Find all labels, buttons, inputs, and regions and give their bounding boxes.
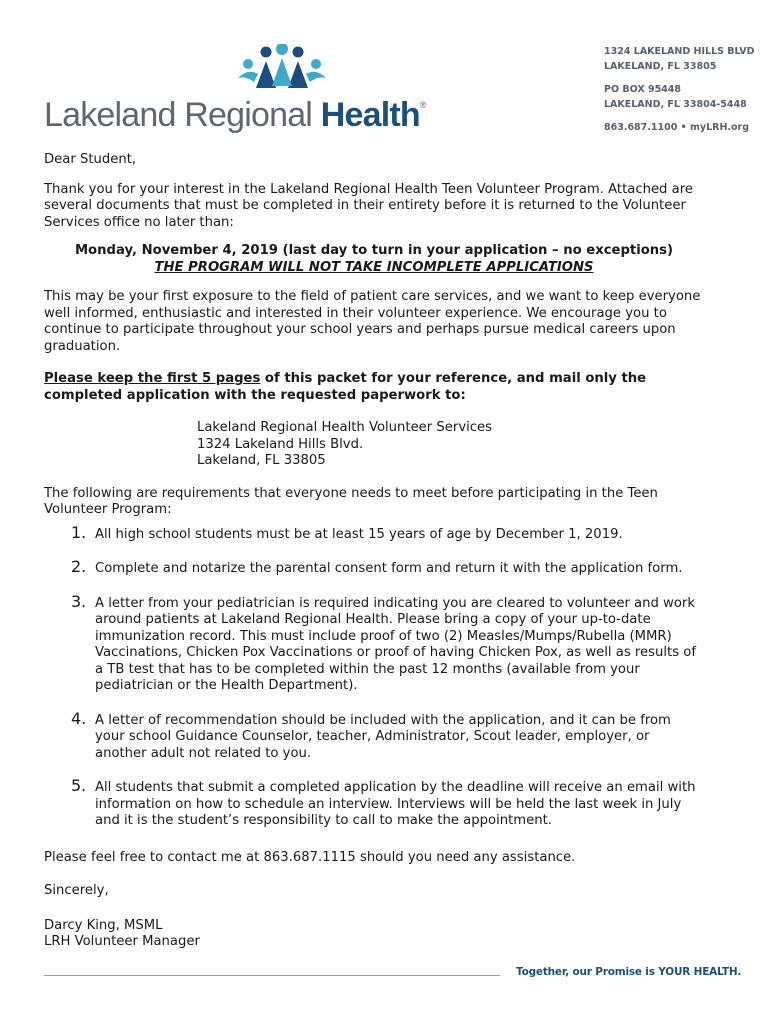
mailing-address-line2: 1324 Lakeland Hills Blvd. [197, 436, 364, 452]
deadline-note: THE PROGRAM WILL NOT TAKE INCOMPLETE APPLICATIONS [154, 259, 594, 275]
mailing-address-line3: Lakeland, FL 33805 [197, 453, 326, 468]
list-item-number: 3. [71, 591, 87, 611]
address-pobox: PO BOX 95448 [604, 84, 682, 95]
footer-divider [44, 975, 500, 976]
list-item-number: 2. [71, 557, 87, 576]
signer-title: LRH Volunteer Manager [44, 934, 200, 949]
list-item-number: 5. [71, 776, 87, 795]
closing: Sincerely, [44, 883, 109, 898]
footer-tagline: Together, our Promise is YOUR HEALTH. [516, 966, 742, 978]
mailing-address-line1: Lakeland Regional Health Volunteer Services [197, 420, 493, 435]
address-pobox-city: LAKELAND, FL 33804-5448 [604, 99, 747, 110]
list-item-text: A letter of recommendation should be included with the application, and it can be from your school Guidance Counselor, teacher, Administrator, Scout leader, employer, or another adult not related to you. [95, 712, 671, 761]
address-street: 1324 LAKELAND HILLS BLVD [604, 46, 755, 57]
mailing-address [197, 420, 704, 470]
people-emblem-icon [236, 44, 328, 90]
list-item-text: A letter from your pediatrician is required indicating you are cleared to volunteer and work around patients at Lakeland Regional Health. Please bring a copy of your up-to-date immunization record. This must include proof of two (2) Measles/Mumps/Rubella (MMR) Vaccinations, Chicken Pox Vaccinations or proof of having Chicken Pox, as well as results of a TB test that has to be completed within the past 12 months (available from your pediatrician or the Health Department). [95, 595, 696, 693]
brand-wordmark [44, 96, 426, 135]
list-item-number: 1. [71, 522, 87, 542]
requirements-list [44, 522, 704, 830]
list-item-text: All high school students must be at least 15 years of age by December 1, 2019. [95, 526, 623, 542]
mail-instructions [44, 371, 704, 404]
deadline: Monday, November 4, 2019 (last day to turn in your application – no exceptions) [74, 243, 674, 258]
list-item [44, 591, 704, 695]
lrh-logo [44, 44, 426, 140]
letter-body [44, 152, 704, 951]
registered-mark: ® [419, 100, 426, 110]
header-address [604, 44, 755, 135]
address-phone-web: 863.687.1100 • myLRH.org [604, 122, 750, 133]
brand-name-regular: Lakeland Regional [44, 96, 321, 134]
list-item [44, 557, 704, 578]
list-item-number: 4. [71, 708, 87, 728]
mail-instructions-underlined: Please keep the first 5 pages [44, 371, 261, 386]
brand-name-bold: Health [320, 96, 420, 134]
mail-instructions-rest: of this packet for your reference, and mail only the completed application with the requested paperwork to: [44, 371, 647, 403]
address-city: LAKELAND, FL 33805 [604, 61, 717, 72]
salutation: Dear Student, [44, 152, 137, 167]
signer-name: Darcy King, MSML [44, 917, 163, 933]
list-item-text: Complete and notarize the parental consent form and return it with the application form. [95, 561, 683, 576]
contact-paragraph: Please feel free to contact me at 863.687.1115 should you need any assistance. [44, 849, 576, 865]
list-item [44, 776, 704, 830]
intro-paragraph: Thank you for your interest in the Lakeland Regional Health Teen Volunteer Program. Attached are several documents that must be completed in their entirety before it is returned to the Volunteer Services office no later than: [44, 181, 693, 230]
requirements-intro: The following are requirements that everyone needs to meet before participating in the Teen Volunteer Program: [44, 485, 658, 517]
list-item [44, 522, 704, 544]
list-item-text: All students that submit a completed application by the deadline will receive an email with information on how to schedule an interview. Interviews will be held the last week in July and it is the student’s responsibility to call to make the appointment. [95, 780, 696, 828]
list-item [44, 708, 704, 763]
exposure-paragraph: This may be your first exposure to the field of patient care services, and we want to keep everyone well informed, enthusiastic and interested in their volunteer experience. We encourage you to continue to participate throughout your school years and perhaps pursue medical careers upon graduation. [44, 289, 701, 354]
